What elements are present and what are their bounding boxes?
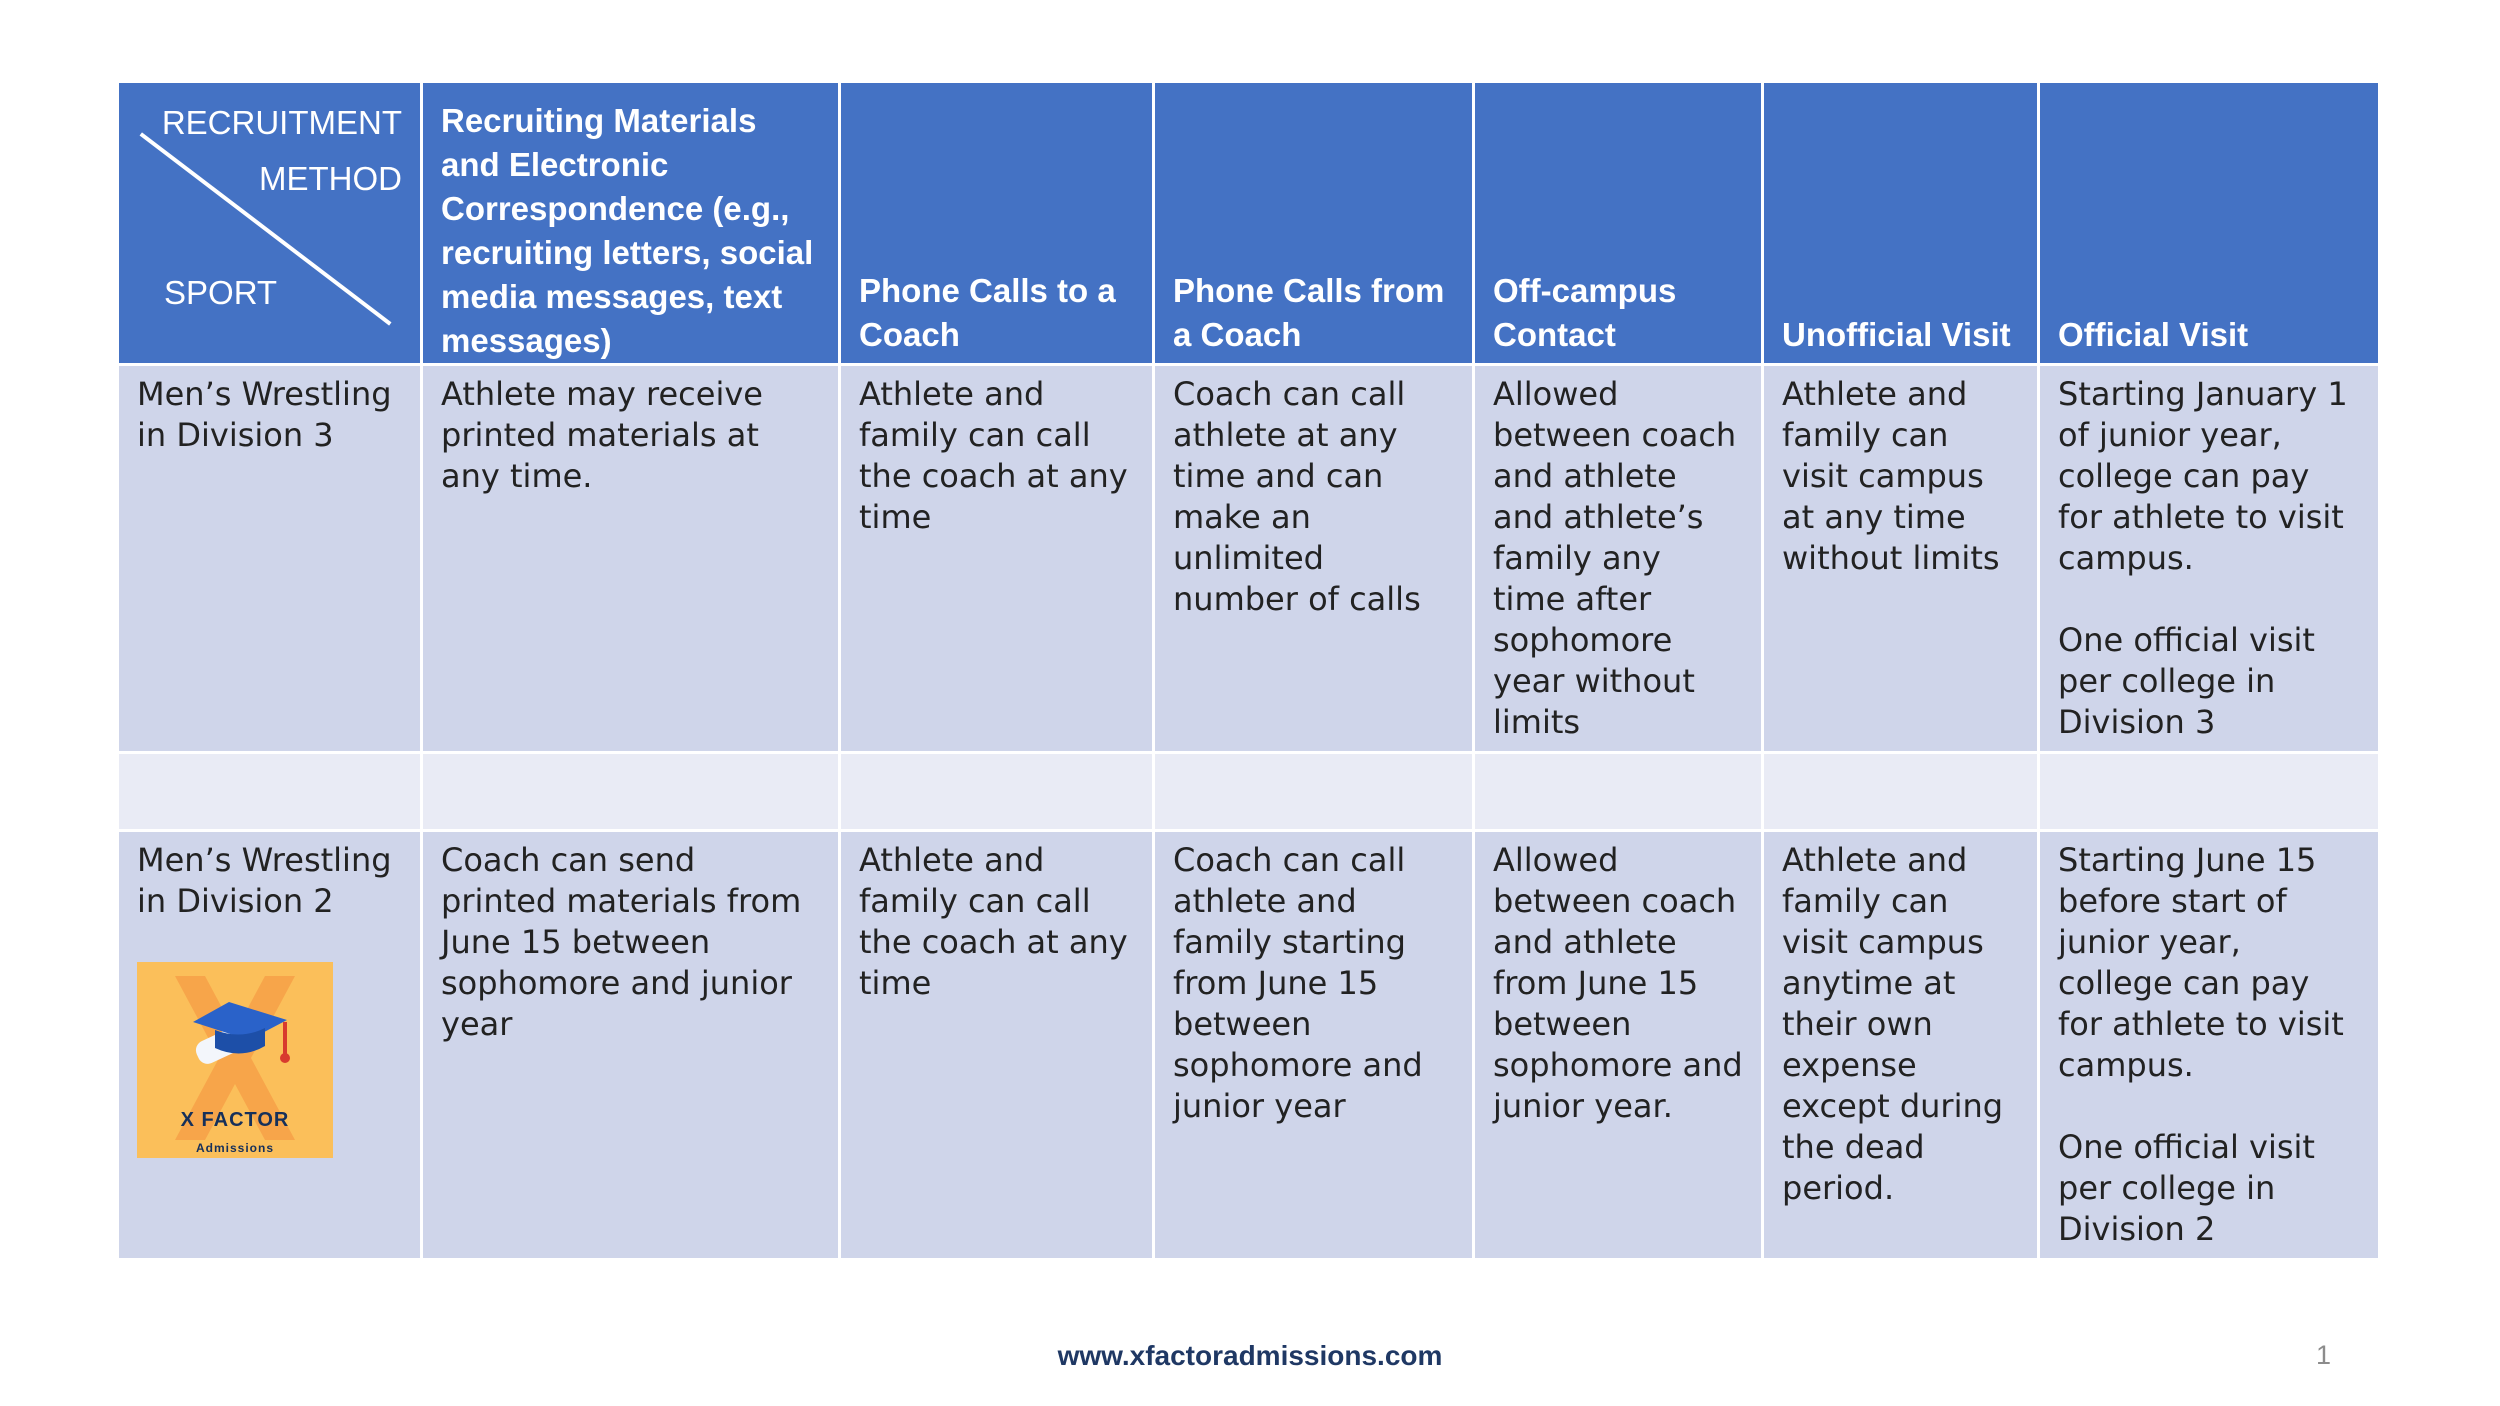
xfactor-logo <box>137 962 333 1158</box>
spacer-row <box>118 753 2380 831</box>
sport-cell: Men’s Wrestling in Division 3 <box>118 365 422 753</box>
recruitment-table <box>116 80 2381 1261</box>
spacer-cell <box>1154 753 1474 831</box>
spacer-cell <box>422 753 840 831</box>
recruiting-materials-cell: Athlete may receive printed materials at any time. <box>422 365 840 753</box>
table-row-division-2 <box>118 831 2380 1260</box>
header-phone-calls-from-coach: Phone Calls from a Coach <box>1154 82 1474 365</box>
phone-calls-from-coach-cell: Coach can call athlete at any time and can make an unlimited number of calls <box>1154 365 1474 753</box>
header-phone-calls-to-coach: Phone Calls to a Coach <box>840 82 1154 365</box>
phone-calls-to-coach-cell: Athlete and family can call the coach at any time <box>840 365 1154 753</box>
unofficial-visit-cell: Athlete and family can visit campus at any time without limits <box>1763 365 2039 753</box>
recruiting-materials-cell: Coach can send printed materials from June 15 between sophomore and junior year <box>422 831 840 1260</box>
sport-text: Men’s Wrestling in Division 2 <box>137 841 392 920</box>
header-recruiting-materials: Recruiting Materials and Electronic Correspondence (e.g., recruiting letters, social media messages, text messages) <box>422 82 840 365</box>
header-recruitment-label: RECRUITMENT <box>161 104 402 141</box>
phone-calls-from-coach-cell: Coach can call athlete and family starting from June 15 between sophomore and junior year <box>1154 831 1474 1260</box>
header-row <box>118 82 2380 365</box>
header-off-campus-contact: Off-campus Contact <box>1474 82 1763 365</box>
official-visit-note: One official visit per college in Division 2 <box>2058 1128 2315 1248</box>
header-official-visit: Official Visit <box>2039 82 2380 365</box>
official-visit-cell <box>2039 365 2380 753</box>
footer-website-link[interactable]: www.xfactoradmissions.com <box>1057 1340 1443 1371</box>
header-sport-label: SPORT <box>164 274 278 311</box>
off-campus-contact-cell: Allowed between coach and athlete from June 15 between sophomore and junior year. <box>1474 831 1763 1260</box>
off-campus-contact-cell: Allowed between coach and athlete and athlete’s family any time after sophomore year without limits <box>1474 365 1763 753</box>
official-visit-cell <box>2039 831 2380 1260</box>
unofficial-visit-cell: Athlete and family can visit campus anytime at their own expense except during the dead period. <box>1763 831 2039 1260</box>
header-diagonal-cell <box>118 82 422 365</box>
logo-subtitle: Admissions <box>195 1141 274 1155</box>
table-row-division-3 <box>118 365 2380 753</box>
header-unofficial-visit: Unofficial Visit <box>1763 82 2039 365</box>
spacer-cell <box>840 753 1154 831</box>
spacer-cell <box>1763 753 2039 831</box>
page-number: 1 <box>2316 1340 2332 1370</box>
spacer-cell <box>2039 753 2380 831</box>
official-visit-text: Starting January 1 of junior year, college can pay for athlete to visit campus. <box>2058 375 2348 577</box>
official-visit-text: Starting June 15 before start of junior year, college can pay for athlete to visit campus. <box>2058 841 2344 1084</box>
phone-calls-to-coach-cell: Athlete and family can call the coach at any time <box>840 831 1154 1260</box>
official-visit-note: One official visit per college in Division 3 <box>2058 621 2315 741</box>
sport-cell <box>118 831 422 1260</box>
header-method-label: METHOD <box>259 160 402 197</box>
spacer-cell <box>118 753 422 831</box>
logo-name: X FACTOR <box>180 1109 290 1131</box>
spacer-cell <box>1474 753 1763 831</box>
